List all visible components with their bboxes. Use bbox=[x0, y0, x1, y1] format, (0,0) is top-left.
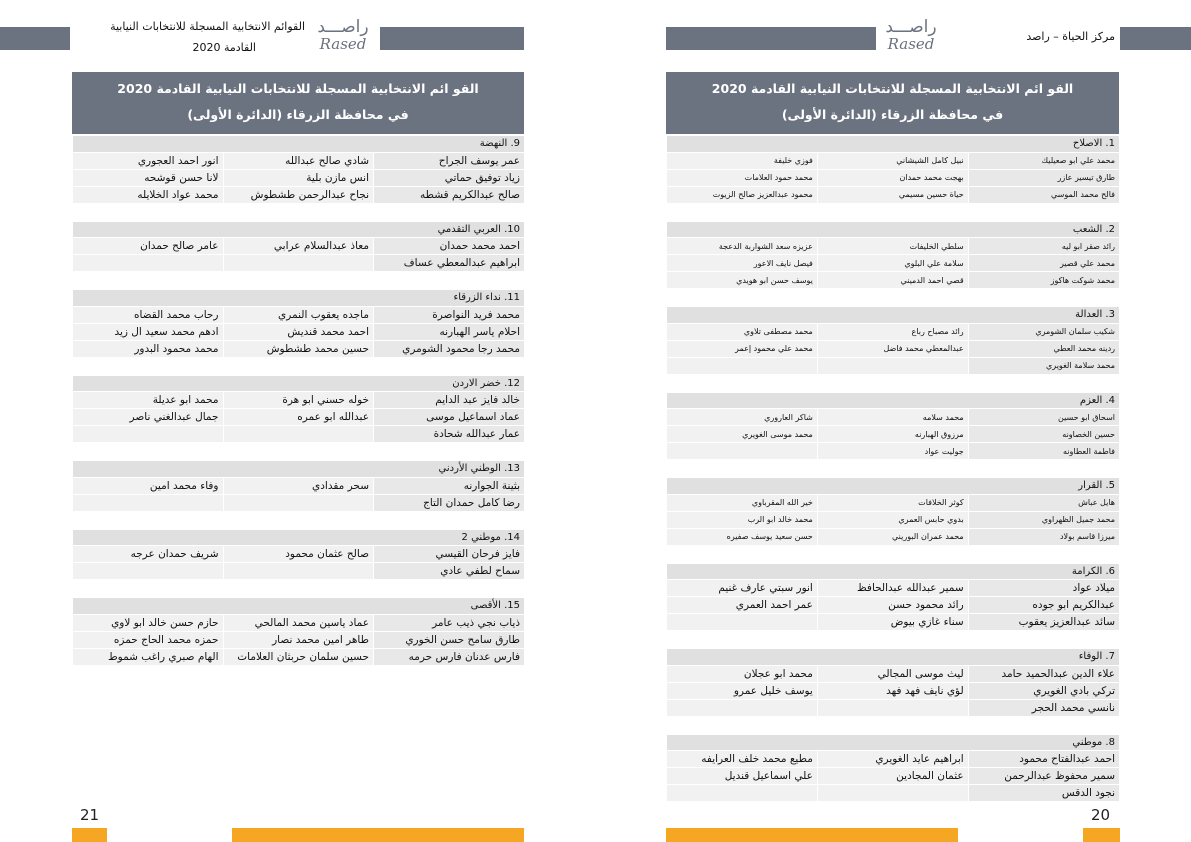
right-panel-title-line2: في محافظة الزرقاء (الدائرة الأولى) bbox=[781, 107, 1004, 122]
table-row bbox=[73, 238, 525, 255]
table-row bbox=[667, 751, 1120, 768]
list-heading: 5. القرار bbox=[667, 478, 1120, 494]
candidate-cell: عماد ياسين محمد المالحي bbox=[223, 614, 374, 631]
candidate-cell: نجود الدقس bbox=[968, 785, 1119, 802]
list-spacer bbox=[666, 460, 1119, 478]
table-row bbox=[73, 340, 525, 357]
table-row bbox=[73, 306, 525, 323]
candidate-cell: زياد توفيق حماتي bbox=[374, 169, 525, 186]
list-heading: 12. خضر الاردن bbox=[73, 376, 525, 392]
candidate-cell: محمد سلامه bbox=[817, 409, 968, 426]
candidate-cell: حمزه محمد الحاج حمزه bbox=[73, 631, 224, 648]
candidate-cell bbox=[223, 494, 374, 511]
candidate-cell: محمد شوكت هاكوز bbox=[968, 272, 1119, 289]
right-bottom-bar-small bbox=[1083, 828, 1120, 842]
list-spacer bbox=[666, 204, 1119, 222]
left-logo-arabic: راصـــد bbox=[317, 17, 369, 37]
table-row bbox=[73, 323, 525, 340]
left-lists-container bbox=[72, 136, 524, 684]
list-heading: 13. الوطني الأردني bbox=[73, 461, 525, 477]
candidate-cell: حسين محمد طشطوش bbox=[223, 340, 374, 357]
candidate-cell: اسحاق ابو حسين bbox=[968, 409, 1119, 426]
candidate-cell: شكيب سلمان الشومري bbox=[968, 323, 1119, 340]
candidate-cell: حسين الخصاونه bbox=[968, 426, 1119, 443]
candidate-cell: علاء الدين عبدالحميد حامد bbox=[968, 665, 1119, 682]
candidate-cell: محمد علي قصير bbox=[968, 255, 1119, 272]
candidate-cell: عبدالله ابو عمره bbox=[223, 409, 374, 426]
list-table bbox=[72, 376, 524, 444]
candidate-cell: انور سبتي عارف غنيم bbox=[667, 580, 818, 597]
table-row bbox=[667, 169, 1120, 186]
list-heading: 8. موطني bbox=[667, 735, 1120, 751]
candidate-cell: معاذ عبدالسلام عرابي bbox=[223, 238, 374, 255]
list-table bbox=[666, 564, 1119, 632]
candidate-cell: حسن سعيد يوسف صفيره bbox=[667, 528, 818, 545]
right-panel-title-line1: القو ائم الانتخابية المسجلة للانتخابات النيابية القادمة 2020 bbox=[711, 81, 1074, 96]
candidate-cell: كوثر الخلافات bbox=[817, 494, 968, 511]
candidate-cell: هايل عباش bbox=[968, 494, 1119, 511]
candidate-cell: بهجت محمد حمدان bbox=[817, 169, 968, 186]
candidate-cell: نبيل كامل الشيشاني bbox=[817, 152, 968, 169]
list-spacer bbox=[72, 358, 524, 376]
list-table bbox=[72, 598, 524, 666]
list-heading: 3. العدالة bbox=[667, 307, 1120, 323]
candidate-cell bbox=[667, 785, 818, 802]
table-row bbox=[667, 511, 1120, 528]
candidate-cell: قصي احمد الدميني bbox=[817, 272, 968, 289]
list-table bbox=[666, 307, 1119, 375]
list-table bbox=[666, 136, 1119, 204]
candidate-cell: عبدالمعطي محمد فاضل bbox=[817, 340, 968, 357]
list-spacer bbox=[666, 375, 1119, 393]
list-heading: 11. نداء الزرقاء bbox=[73, 290, 525, 306]
candidate-cell: محمد ابو عجلان bbox=[667, 665, 818, 682]
list-table bbox=[666, 478, 1119, 546]
candidate-cell: محمد عواد الخلايله bbox=[73, 186, 224, 203]
candidate-cell: ذياب نجي ذيب عامر bbox=[374, 614, 525, 631]
candidate-cell: محمد عمران البوريني bbox=[817, 528, 968, 545]
left-page-number: 21 bbox=[80, 806, 100, 824]
candidate-cell: مرزوق الهبارنه bbox=[817, 426, 968, 443]
candidate-cell: شريف حمدان عرجه bbox=[73, 546, 224, 563]
left-panel-title-line1: القو ائم الانتخابية المسجلة للانتخابات النيابية القادمة 2020 bbox=[117, 81, 479, 96]
list-heading: 2. الشعب bbox=[667, 222, 1120, 238]
list-heading: 1. الاصلاح bbox=[667, 136, 1120, 152]
left-bottom-bar-long bbox=[232, 828, 524, 842]
candidate-cell bbox=[817, 699, 968, 716]
candidate-cell: فارس عدنان فارس حرمه bbox=[374, 648, 525, 665]
candidate-cell: فاطمة العطاونه bbox=[968, 443, 1119, 460]
candidate-cell: رائد مصباح رباع bbox=[817, 323, 968, 340]
table-row bbox=[667, 272, 1120, 289]
candidate-cell: يوسف خليل عمرو bbox=[667, 682, 818, 699]
candidate-cell: عامر صالح حمدان bbox=[73, 238, 224, 255]
candidate-cell: انس مازن بلية bbox=[223, 169, 374, 186]
candidate-cell: عمر احمد العمري bbox=[667, 597, 818, 614]
candidate-cell: حازم حسن خالد ابو لاوي bbox=[73, 614, 224, 631]
candidate-cell: محمد حمود العلامات bbox=[667, 169, 818, 186]
candidate-cell: نجاح عبدالرحمن طشطوش bbox=[223, 186, 374, 203]
candidate-cell: عزيزه سعد الشواربة الدعجة bbox=[667, 238, 818, 255]
candidate-cell bbox=[223, 426, 374, 443]
candidate-cell: مطيع محمد خلف العرايفه bbox=[667, 751, 818, 768]
candidate-cell: يوسف حسن ابو هويدي bbox=[667, 272, 818, 289]
left-bottom-bar-small bbox=[72, 828, 107, 842]
table-row bbox=[667, 186, 1120, 203]
table-row bbox=[667, 443, 1120, 460]
candidate-cell bbox=[73, 255, 224, 272]
table-row bbox=[73, 563, 525, 580]
candidate-cell: خير الله المقرباوي bbox=[667, 494, 818, 511]
list-spacer bbox=[666, 717, 1119, 735]
table-row bbox=[73, 255, 525, 272]
candidate-cell: سحر مقدادي bbox=[223, 477, 374, 494]
left-panel-title bbox=[72, 72, 524, 134]
table-row bbox=[667, 152, 1120, 169]
list-spacer bbox=[666, 802, 1119, 820]
table-row bbox=[73, 152, 525, 169]
candidate-cell: حياة حسين مسيمي bbox=[817, 186, 968, 203]
table-row bbox=[73, 546, 525, 563]
table-row bbox=[73, 426, 525, 443]
list-spacer bbox=[72, 443, 524, 461]
candidate-cell: سلطي الخليفات bbox=[817, 238, 968, 255]
list-table bbox=[72, 222, 524, 273]
candidate-cell: محمد ابو عديلة bbox=[73, 392, 224, 409]
right-lists-large-container bbox=[666, 564, 1119, 821]
table-row bbox=[667, 528, 1120, 545]
table-row bbox=[667, 768, 1120, 785]
candidate-cell: سماح لطفي عادي bbox=[374, 563, 525, 580]
right-top-bar-right bbox=[1120, 27, 1191, 50]
candidate-cell: شادي صالح عبدالله bbox=[223, 152, 374, 169]
candidate-cell: فايز فرحان القيسي bbox=[374, 546, 525, 563]
right-panel-title bbox=[666, 72, 1119, 134]
right-logo-english: Rased bbox=[887, 35, 935, 53]
right-lists-panel bbox=[666, 72, 1119, 820]
candidate-cell: محمد سلامة الغويري bbox=[968, 357, 1119, 374]
candidate-cell: عمار عبدالله شحادة bbox=[374, 426, 525, 443]
table-row bbox=[667, 580, 1120, 597]
candidate-cell bbox=[223, 563, 374, 580]
candidate-cell: عماد اسماعيل موسى bbox=[374, 409, 525, 426]
candidate-cell: عثمان المجادين bbox=[817, 768, 968, 785]
candidate-cell: رائد صقر ابو ليه bbox=[968, 238, 1119, 255]
candidate-cell: محمد رجا محمود الشومري bbox=[374, 340, 525, 357]
candidate-cell: ابراهيم عبدالمعطي عساف bbox=[374, 255, 525, 272]
candidate-cell: ماجده يعقوب النمري bbox=[223, 306, 374, 323]
table-row bbox=[667, 699, 1120, 716]
table-row bbox=[73, 494, 525, 511]
candidate-cell: ابراهيم عايد الغويري bbox=[817, 751, 968, 768]
candidate-cell: انور احمد العجوري bbox=[73, 152, 224, 169]
candidate-cell: ليث موسى المجالي bbox=[817, 665, 968, 682]
candidate-cell: احلام ياسر الهبارنه bbox=[374, 323, 525, 340]
list-table bbox=[666, 649, 1119, 717]
list-spacer bbox=[72, 272, 524, 290]
list-table bbox=[72, 461, 524, 512]
table-row bbox=[73, 409, 525, 426]
candidate-cell: ادهم محمد سعيد ال زيد bbox=[73, 323, 224, 340]
candidate-cell: صالح عبدالكريم قشطه bbox=[374, 186, 525, 203]
candidate-cell: سلامة علي البلوي bbox=[817, 255, 968, 272]
right-top-bar-left bbox=[666, 27, 876, 50]
list-spacer bbox=[72, 580, 524, 598]
table-row bbox=[667, 597, 1120, 614]
candidate-cell: نانسي محمد الحجر bbox=[968, 699, 1119, 716]
right-bottom-bar-long bbox=[666, 828, 958, 842]
left-logo bbox=[308, 18, 378, 53]
list-heading: 6. الكرامة bbox=[667, 564, 1120, 580]
right-header-text: مركز الحياة – راصد bbox=[1026, 30, 1115, 43]
left-header-line2: القادمة 2020 bbox=[192, 41, 256, 54]
table-row bbox=[667, 682, 1120, 699]
candidate-cell bbox=[73, 563, 224, 580]
candidate-cell: رائد محمود حسن bbox=[817, 597, 968, 614]
candidate-cell: احمد محمد حمدان bbox=[374, 238, 525, 255]
candidate-cell: عبدالكريم ابو جوده bbox=[968, 597, 1119, 614]
list-table bbox=[666, 393, 1119, 461]
candidate-cell: سناء غازي بيوض bbox=[817, 614, 968, 631]
left-top-bar-right bbox=[380, 27, 524, 50]
candidate-cell: جمال عبدالغني ناصر bbox=[73, 409, 224, 426]
candidate-cell: بدوي حابس العمري bbox=[817, 511, 968, 528]
table-row bbox=[73, 186, 525, 203]
candidate-cell: سمير عبدالله عبدالحافظ bbox=[817, 580, 968, 597]
candidate-cell: احمد محمد قنديش bbox=[223, 323, 374, 340]
candidate-cell: طارق سامح حسن الخوري bbox=[374, 631, 525, 648]
candidate-cell: علي اسماعيل قنديل bbox=[667, 768, 818, 785]
candidate-cell: محمود عبدالعزيز صالح الزيوت bbox=[667, 186, 818, 203]
list-spacer bbox=[72, 512, 524, 530]
table-row bbox=[667, 238, 1120, 255]
candidate-cell: صالح عثمان محمود bbox=[223, 546, 374, 563]
table-row bbox=[667, 426, 1120, 443]
candidate-cell: سمير محفوظ عبدالرحمن bbox=[968, 768, 1119, 785]
candidate-cell bbox=[667, 699, 818, 716]
candidate-cell: جوليت عواد bbox=[817, 443, 968, 460]
candidate-cell: محمد جميل الظهراوي bbox=[968, 511, 1119, 528]
candidate-cell bbox=[73, 426, 224, 443]
candidate-cell: رحاب محمد القضاه bbox=[73, 306, 224, 323]
table-row bbox=[73, 631, 525, 648]
candidate-cell: محمد محمود البدور bbox=[73, 340, 224, 357]
right-lists-small-container bbox=[666, 136, 1119, 564]
table-row bbox=[667, 785, 1120, 802]
candidate-cell: فيصل نايف الاعور bbox=[667, 255, 818, 272]
table-row bbox=[667, 323, 1120, 340]
candidate-cell: فوزي خليفة bbox=[667, 152, 818, 169]
left-top-bar-left bbox=[0, 27, 70, 50]
table-row bbox=[73, 477, 525, 494]
list-heading: 9. النهضة bbox=[73, 136, 525, 152]
list-heading: 10. العربي التقدمي bbox=[73, 222, 525, 238]
list-heading: 15. الأقصى bbox=[73, 598, 525, 614]
candidate-cell: تركي بادي الغويري bbox=[968, 682, 1119, 699]
candidate-cell bbox=[73, 494, 224, 511]
candidate-cell: محمد خالد ابو الرب bbox=[667, 511, 818, 528]
list-heading: 14. موطني 2 bbox=[73, 530, 525, 546]
candidate-cell: محمد فريد النواصرة bbox=[374, 306, 525, 323]
candidate-cell: سائد عبدالعزيز يعقوب bbox=[968, 614, 1119, 631]
table-row bbox=[73, 169, 525, 186]
candidate-cell: لانا حسن قوشحه bbox=[73, 169, 224, 186]
list-spacer bbox=[72, 666, 524, 684]
candidate-cell: عمر يوسف الجراح bbox=[374, 152, 525, 169]
candidate-cell: الهام صبري راغب شموط bbox=[73, 648, 224, 665]
candidate-cell: شاكر العاروري bbox=[667, 409, 818, 426]
candidate-cell bbox=[817, 785, 968, 802]
table-row bbox=[667, 357, 1120, 374]
candidate-cell: لؤي نايف فهد فهد bbox=[817, 682, 968, 699]
list-spacer bbox=[72, 204, 524, 222]
list-table bbox=[72, 136, 524, 204]
candidate-cell: محمد مصطفى تلاوي bbox=[667, 323, 818, 340]
right-logo-arabic: راصـــد bbox=[885, 17, 937, 37]
candidate-cell: خالد فايز عبد الدايم bbox=[374, 392, 525, 409]
candidate-cell: ميرزا قاسم بولاد bbox=[968, 528, 1119, 545]
table-row bbox=[667, 665, 1120, 682]
candidate-cell bbox=[223, 255, 374, 272]
candidate-cell: طارق تيسير عازر bbox=[968, 169, 1119, 186]
left-panel-title-line2: في محافظة الزرقاء (الدائرة الأولى) bbox=[187, 107, 409, 122]
candidate-cell: رضا كامل حمدان التاج bbox=[374, 494, 525, 511]
candidate-cell: محمد علي محمود إعمر bbox=[667, 340, 818, 357]
list-heading: 7. الوفاء bbox=[667, 649, 1120, 665]
list-spacer bbox=[666, 631, 1119, 649]
table-row bbox=[73, 614, 525, 631]
candidate-cell: حسين سلمان حربثان العلامات bbox=[223, 648, 374, 665]
candidate-cell: ميلاد عواد bbox=[968, 580, 1119, 597]
table-row bbox=[73, 392, 525, 409]
candidate-cell: احمد عبدالفتاح محمود bbox=[968, 751, 1119, 768]
left-lists-panel bbox=[72, 72, 524, 684]
candidate-cell: بثينة الجوارنه bbox=[374, 477, 525, 494]
candidate-cell: طاهر امين محمد نصار bbox=[223, 631, 374, 648]
left-logo-english: Rased bbox=[319, 35, 367, 53]
right-logo bbox=[876, 18, 946, 53]
list-spacer bbox=[666, 546, 1119, 564]
candidate-cell: محمد علي ابو صعيليك bbox=[968, 152, 1119, 169]
candidate-cell: فالح محمد الموسي bbox=[968, 186, 1119, 203]
list-table bbox=[72, 530, 524, 581]
candidate-cell bbox=[667, 614, 818, 631]
left-header-line1: القوائم الانتخابية المسجلة للانتخابات النيابية bbox=[110, 20, 305, 33]
table-row bbox=[667, 614, 1120, 631]
list-spacer bbox=[666, 289, 1119, 307]
candidate-cell bbox=[817, 357, 968, 374]
list-table bbox=[72, 290, 524, 358]
candidate-cell: خوله حسني ابو هرة bbox=[223, 392, 374, 409]
table-row bbox=[667, 340, 1120, 357]
table-row bbox=[667, 494, 1120, 511]
candidate-cell: وفاء محمد امين bbox=[73, 477, 224, 494]
candidate-cell bbox=[667, 357, 818, 374]
table-row bbox=[667, 409, 1120, 426]
table-row bbox=[667, 255, 1120, 272]
list-table bbox=[666, 222, 1119, 290]
candidate-cell bbox=[667, 443, 818, 460]
candidate-cell: ردينه محمد العطي bbox=[968, 340, 1119, 357]
list-heading: 4. العزم bbox=[667, 393, 1120, 409]
candidate-cell: محمد موسى الغويري bbox=[667, 426, 818, 443]
right-page-number: 20 bbox=[1091, 806, 1111, 824]
list-table bbox=[666, 735, 1119, 803]
table-row bbox=[73, 648, 525, 665]
